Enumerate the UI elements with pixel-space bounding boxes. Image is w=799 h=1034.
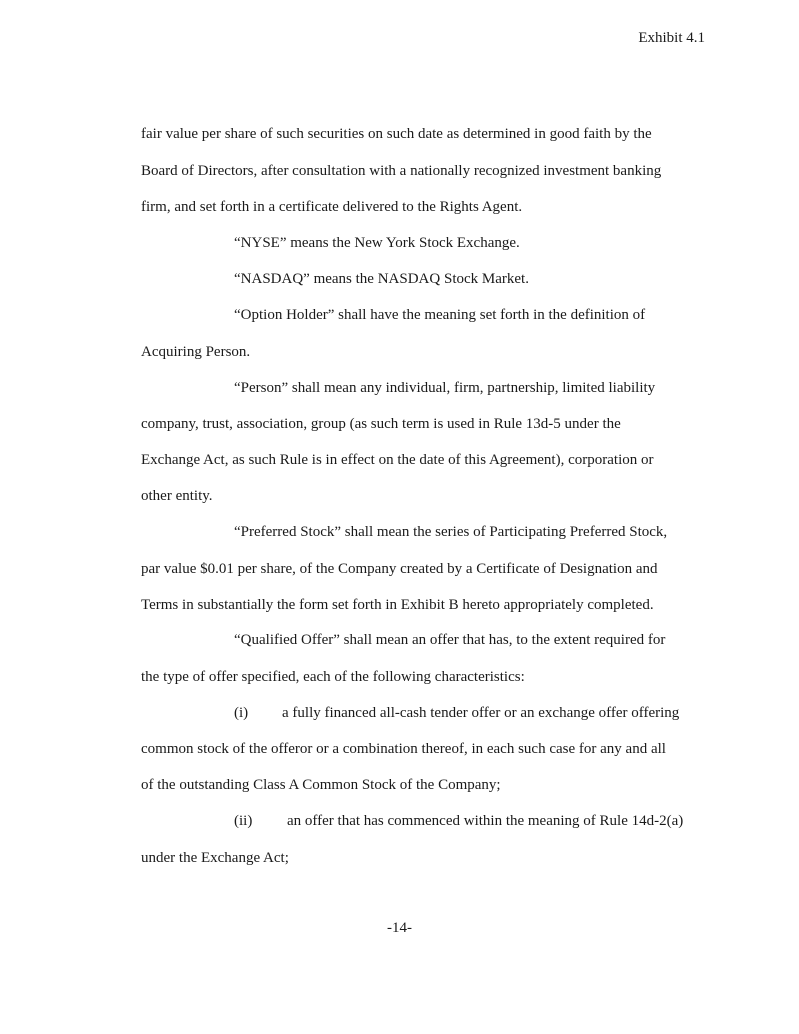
clause-ii [234, 812, 683, 830]
definition-nasdaq: “NASDAQ” means the NASDAQ Stock Market. [234, 271, 529, 287]
body-line: Board of Directors, after consultation with a nationally recognized investment banking [141, 163, 662, 179]
body-line: common stock of the offeror or a combination thereof, in each such case for any and all [141, 741, 666, 757]
clause-enumerator: (ii) [234, 813, 253, 829]
body-line: fair value per share of such securities on such date as determined in good faith by the [141, 126, 652, 142]
definition-qualified-offer: “Qualified Offer” shall mean an offer that has, to the extent required for [234, 632, 666, 648]
body-line: company, trust, association, group (as such term is used in Rule 13d-5 under the [141, 416, 621, 432]
body-line: the type of offer specified, each of the following characteristics: [141, 669, 525, 685]
page-number: -14- [387, 920, 412, 936]
clause-enumerator: (i) [234, 705, 249, 721]
body-line: under the Exchange Act; [141, 850, 289, 866]
clause-text: a fully financed all-cash tender offer or an exchange offer offering [282, 705, 680, 721]
definition-person: “Person” shall mean any individual, firm, partnership, limited liability [234, 380, 656, 396]
body-line: Exchange Act, as such Rule is in effect on the date of this Agreement), corporation or [141, 452, 654, 468]
definition-option-holder: “Option Holder” shall have the meaning set forth in the definition of [234, 307, 646, 323]
clause-i [234, 704, 679, 722]
body-line: firm, and set forth in a certificate delivered to the Rights Agent. [141, 199, 523, 215]
body-line: other entity. [141, 488, 213, 504]
definition-preferred-stock: “Preferred Stock” shall mean the series of Participating Preferred Stock, [234, 524, 668, 540]
clause-text: an offer that has commenced within the meaning of Rule 14d-2(a) [287, 813, 684, 829]
definition-nyse: “NYSE” means the New York Stock Exchange. [234, 235, 520, 251]
body-line: par value $0.01 per share, of the Company created by a Certificate of Designation and [141, 561, 658, 577]
body-line: Terms in substantially the form set forth in Exhibit B hereto appropriately completed. [141, 597, 654, 613]
body-line: of the outstanding Class A Common Stock of the Company; [141, 777, 501, 793]
body-line: Acquiring Person. [141, 344, 251, 360]
exhibit-label: Exhibit 4.1 [638, 30, 705, 46]
